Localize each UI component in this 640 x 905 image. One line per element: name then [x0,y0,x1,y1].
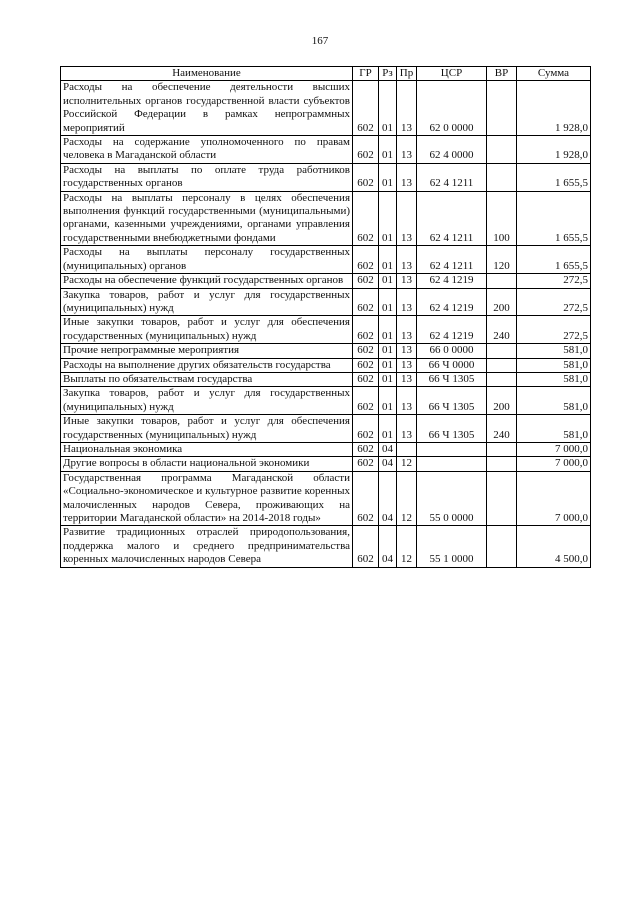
cell-gr: 602 [353,136,379,164]
cell-rz: 01 [379,415,397,443]
column-header-vr: ВР [487,67,517,81]
cell-sum: 7 000,0 [517,457,591,471]
cell-name: Закупка товаров, работ и услуг для государственных (муниципальных) нужд [61,387,353,415]
cell-csr: 55 1 0000 [417,526,487,567]
table-header [61,67,591,81]
cell-pr: 12 [397,457,417,471]
cell-rz: 04 [379,526,397,567]
cell-gr: 602 [353,246,379,274]
table-row [61,274,591,288]
cell-sum: 581,0 [517,358,591,372]
table-row [61,81,591,136]
cell-pr: 13 [397,163,417,191]
cell-gr: 602 [353,387,379,415]
cell-name: Национальная экономика [61,442,353,456]
table-row [61,316,591,344]
table-row [61,288,591,316]
cell-pr: 13 [397,387,417,415]
cell-pr: 12 [397,471,417,526]
budget-table [60,66,591,568]
cell-csr: 62 4 0000 [417,136,487,164]
cell-pr: 13 [397,274,417,288]
cell-vr: 200 [487,288,517,316]
table-row [61,136,591,164]
cell-pr: 13 [397,415,417,443]
cell-name: Государственная программа Магаданской области «Социально-экономическое и культурное развитие коренных малочисленных народов Севера, проживающих на территории Магаданской области» на 2014-2018 годы» [61,471,353,526]
cell-csr: 66 Ч 1305 [417,387,487,415]
page-number: 167 [311,35,329,47]
cell-gr: 602 [353,442,379,456]
cell-pr: 13 [397,191,417,246]
cell-pr: 13 [397,246,417,274]
cell-vr [487,163,517,191]
cell-sum: 7 000,0 [517,442,591,456]
column-header-rz: Рз [379,67,397,81]
cell-sum: 581,0 [517,372,591,386]
cell-gr: 602 [353,415,379,443]
cell-vr [487,526,517,567]
cell-rz: 01 [379,274,397,288]
table-row [61,191,591,246]
cell-name: Расходы на выплаты по оплате труда работников государственных органов [61,163,353,191]
cell-pr: 13 [397,81,417,136]
cell-rz: 01 [379,191,397,246]
table-row [61,372,591,386]
cell-gr: 602 [353,372,379,386]
column-header-csr: ЦСР [417,67,487,81]
table-row [61,442,591,456]
cell-gr: 602 [353,191,379,246]
cell-sum: 272,5 [517,288,591,316]
cell-vr [487,442,517,456]
cell-sum: 1 655,5 [517,191,591,246]
cell-csr [417,442,487,456]
cell-sum: 1 655,5 [517,246,591,274]
cell-sum: 581,0 [517,387,591,415]
cell-gr: 602 [353,288,379,316]
column-header-sum: Сумма [517,67,591,81]
cell-vr [487,274,517,288]
cell-vr [487,372,517,386]
cell-vr [487,457,517,471]
cell-pr: 12 [397,526,417,567]
cell-name: Развитие традиционных отраслей природопользования, поддержка малого и среднего предпринимательства коренных малочисленных народов Севера [61,526,353,567]
cell-vr: 100 [487,191,517,246]
cell-csr: 62 4 1219 [417,288,487,316]
cell-rz: 01 [379,372,397,386]
column-header-pr: Пр [397,67,417,81]
table-row [61,344,591,358]
table-row [61,358,591,372]
cell-name: Расходы на содержание уполномоченного по правам человека в Магаданской области [61,136,353,164]
cell-rz: 01 [379,136,397,164]
cell-vr: 240 [487,316,517,344]
cell-rz: 04 [379,442,397,456]
cell-csr: 66 Ч 1305 [417,415,487,443]
cell-rz: 04 [379,471,397,526]
cell-sum: 7 000,0 [517,471,591,526]
cell-csr: 66 0 0000 [417,344,487,358]
cell-rz: 01 [379,358,397,372]
table-row [61,415,591,443]
cell-name: Иные закупки товаров, работ и услуг для обеспечения государственных (муниципальных) нужд [61,415,353,443]
cell-sum: 4 500,0 [517,526,591,567]
cell-name: Прочие непрограммные мероприятия [61,344,353,358]
cell-rz: 01 [379,316,397,344]
table-row [61,163,591,191]
cell-gr: 602 [353,457,379,471]
header-row [61,67,591,81]
cell-csr: 62 0 0000 [417,81,487,136]
cell-name: Выплаты по обязательствам государства [61,372,353,386]
table-row [61,526,591,567]
cell-name: Расходы на обеспечение деятельности высших исполнительных органов государственной власти субъектов Российской Федерации в рамках непрограммных мероприятий [61,81,353,136]
cell-vr: 120 [487,246,517,274]
cell-vr [487,81,517,136]
cell-name: Закупка товаров, работ и услуг для государственных (муниципальных) нужд [61,288,353,316]
cell-gr: 602 [353,526,379,567]
cell-rz: 01 [379,81,397,136]
cell-vr [487,136,517,164]
cell-pr: 13 [397,372,417,386]
cell-name: Иные закупки товаров, работ и услуг для обеспечения государственных (муниципальных) нужд [61,316,353,344]
cell-csr [417,457,487,471]
cell-sum: 272,5 [517,316,591,344]
cell-csr: 62 4 1211 [417,163,487,191]
cell-name: Расходы на выплаты персоналу в целях обеспечения выполнения функций государственными (муниципальными) органами, казенными учреждениями, органами управления государственными внебюджетными фондами [61,191,353,246]
cell-csr: 66 Ч 0000 [417,358,487,372]
cell-sum: 581,0 [517,344,591,358]
cell-pr: 13 [397,288,417,316]
cell-pr: 13 [397,136,417,164]
cell-rz: 04 [379,457,397,471]
cell-name: Расходы на выполнение других обязательств государства [61,358,353,372]
cell-pr [397,442,417,456]
cell-name: Расходы на обеспечение функций государственных органов [61,274,353,288]
cell-name: Другие вопросы в области национальной экономики [61,457,353,471]
cell-sum: 272,5 [517,274,591,288]
cell-csr: 66 Ч 1305 [417,372,487,386]
table-body [61,81,591,567]
cell-gr: 602 [353,81,379,136]
cell-pr: 13 [397,316,417,344]
cell-vr: 240 [487,415,517,443]
table-row [61,387,591,415]
cell-name: Расходы на выплаты персоналу государственных (муниципальных) органов [61,246,353,274]
cell-pr: 13 [397,358,417,372]
cell-csr: 55 0 0000 [417,471,487,526]
cell-rz: 01 [379,288,397,316]
cell-csr: 62 4 1211 [417,191,487,246]
cell-rz: 01 [379,387,397,415]
cell-gr: 602 [353,316,379,344]
cell-csr: 62 4 1211 [417,246,487,274]
cell-rz: 01 [379,246,397,274]
cell-sum: 1 928,0 [517,81,591,136]
cell-pr: 13 [397,344,417,358]
table-row [61,471,591,526]
cell-rz: 01 [379,344,397,358]
table-row [61,457,591,471]
cell-sum: 1 655,5 [517,163,591,191]
table-row [61,246,591,274]
cell-csr: 62 4 1219 [417,316,487,344]
cell-csr: 62 4 1219 [417,274,487,288]
cell-gr: 602 [353,163,379,191]
column-header-name: Наименование [61,67,353,81]
cell-gr: 602 [353,358,379,372]
cell-vr [487,344,517,358]
cell-sum: 1 928,0 [517,136,591,164]
cell-vr: 200 [487,387,517,415]
cell-rz: 01 [379,163,397,191]
cell-vr [487,471,517,526]
cell-vr [487,358,517,372]
cell-gr: 602 [353,471,379,526]
cell-gr: 602 [353,344,379,358]
cell-sum: 581,0 [517,415,591,443]
column-header-gr: ГР [353,67,379,81]
cell-gr: 602 [353,274,379,288]
